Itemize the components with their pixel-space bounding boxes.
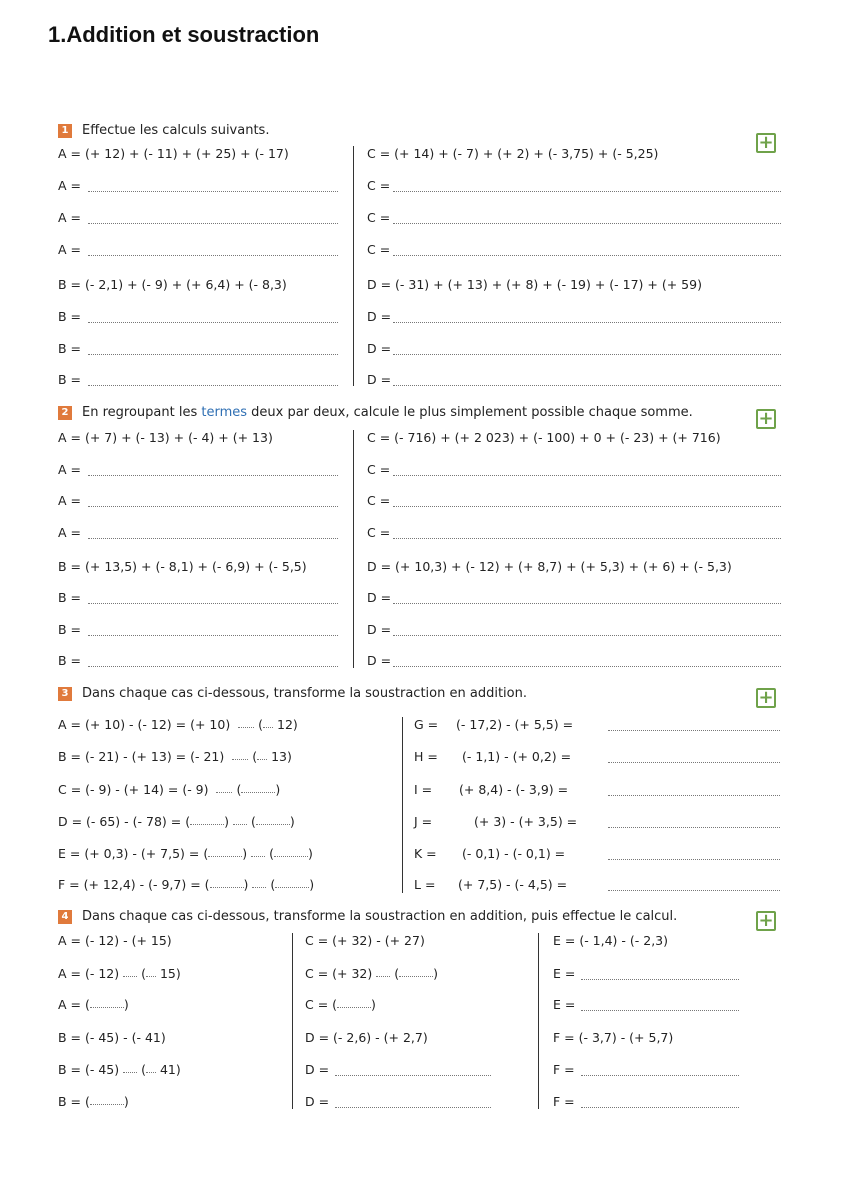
answer-line-A[interactable]: A = [58,210,81,225]
answer-line-C[interactable]: C = [367,242,390,257]
expression-D: D = (+ 10,3) + (- 12) + (+ 8,7) + (+ 5,3) + (+ 6) + (- 5,3) [367,559,732,574]
page-title: 1.Addition et soustraction [48,22,320,47]
answer-line-A[interactable]: A = [58,178,81,193]
expand-plus-button[interactable]: + [756,911,776,931]
answer-line-B[interactable]: B = [58,590,81,605]
answer-line-B[interactable]: B = [58,653,81,668]
blank-field[interactable] [257,759,267,760]
expression-A-step: A = (- 12) ( 15) [58,966,181,981]
blank-field[interactable] [233,824,247,825]
answer-line-D[interactable]: D = [305,1062,329,1077]
expression-A: A = (+ 10) - (- 12) = (+ 10) ( 12) [58,717,298,732]
expression-D: D = (- 65) - (- 78) = ( ) ( ) [58,814,295,829]
expression-E: E = (- 1,4) - (- 2,3) [553,933,669,948]
answer-line-D[interactable]: D = [367,372,391,387]
answer-line-D[interactable]: D = [367,622,391,637]
expression-L[interactable]: L = (+ 7,5) - (- 4,5) = [414,877,435,892]
expression-D: D = (- 2,6) - (+ 2,7) [305,1030,428,1045]
column-divider [353,430,354,668]
expression-C: C = (- 9) - (+ 14) = (- 9) ( ) [58,782,281,797]
answer-line-D[interactable]: D = [305,1094,329,1109]
answer-line-E[interactable]: E = [553,966,575,981]
expand-plus-button[interactable]: + [756,409,776,429]
blank-field[interactable] [146,1072,156,1073]
answer-line-A[interactable]: A = [58,525,81,540]
expression-C: C = (- 716) + (+ 2 023) + (- 100) + 0 + (- 23) + (+ 716) [367,430,721,445]
instruction-text: Dans chaque cas ci-dessous, transforme la soustraction en addition. [82,686,527,701]
instruction-text: Dans chaque cas ci-dessous, transforme la soustraction en addition, puis effectue le calcul. [82,909,678,924]
expression-A: A = (- 12) - (+ 15) [58,933,172,948]
answer-line-C[interactable]: C = [367,525,390,540]
expression-D: D = (- 31) + (+ 13) + (+ 8) + (- 19) + (- 17) + (+ 59) [367,277,702,292]
expression-K[interactable]: K = (- 0,1) - (- 0,1) = [414,846,437,861]
blank-field[interactable] [337,1007,371,1008]
exercise-number-badge: 4 [58,910,72,924]
blank-field[interactable] [241,792,275,793]
expression-A: A = (+ 7) + (- 13) + (- 4) + (+ 13) [58,430,273,445]
expression-B: B = (- 21) - (+ 13) = (- 21) ( 13) [58,749,292,764]
instruction-text: deux par deux, calcule le plus simplement possible chaque somme. [247,405,693,420]
column-divider [402,717,403,893]
blank-field[interactable] [90,1104,124,1105]
expression-F: F = (+ 12,4) - (- 9,7) = ( ) ( ) [58,877,315,892]
blank-field[interactable] [232,759,248,760]
exercise-number-badge: 3 [58,687,72,701]
blank-field[interactable] [376,976,390,977]
answer-line-C[interactable]: C = [367,210,390,225]
expression-H[interactable]: H = (- 1,1) - (+ 0,2) = [414,749,438,764]
exercise-number-badge: 1 [58,124,72,138]
expression-I[interactable]: I = (+ 8,4) - (- 3,9) = [414,782,432,797]
blank-field[interactable] [210,887,244,888]
term-keyword: termes [201,405,248,420]
expression-A-result: A = ( ) [58,997,129,1012]
blank-field[interactable] [208,856,242,857]
column-divider [538,933,539,1109]
answer-line-E[interactable]: E = [553,997,575,1012]
instruction-text: En regroupant les [82,405,202,420]
expression-F: F = (- 3,7) - (+ 5,7) [553,1030,674,1045]
exercise-4-instruction [58,909,677,924]
answer-line-F[interactable]: F = [553,1062,575,1077]
expression-B: B = (- 45) - (- 41) [58,1030,166,1045]
blank-field[interactable] [256,824,290,825]
blank-field[interactable] [90,1007,124,1008]
blank-field[interactable] [146,976,156,977]
answer-line-C[interactable]: C = [367,462,390,477]
answer-line-D[interactable]: D = [367,341,391,356]
expression-C: C = (+ 14) + (- 7) + (+ 2) + (- 3,75) + (- 5,25) [367,146,659,161]
exercise-2-instruction [58,405,693,420]
answer-line-B[interactable]: B = [58,341,81,356]
answer-line-F[interactable]: F = [553,1094,575,1109]
column-divider [353,146,354,386]
answer-line-D[interactable]: D = [367,309,391,324]
expression-J[interactable]: J = (+ 3) - (+ 3,5) = [414,814,432,829]
answer-line-A[interactable]: A = [58,493,81,508]
answer-line-B[interactable]: B = [58,372,81,387]
exercise-3-instruction [58,686,527,701]
column-divider [292,933,293,1109]
answer-line-D[interactable]: D = [367,653,391,668]
exercise-number-badge: 2 [58,406,72,420]
expression-C: C = (+ 32) - (+ 27) [305,933,425,948]
exercise-1-instruction [58,123,269,138]
blank-field[interactable] [263,727,273,728]
blank-field[interactable] [123,976,137,977]
blank-field[interactable] [251,856,265,857]
blank-field[interactable] [216,792,232,793]
expression-E: E = (+ 0,3) - (+ 7,5) = ( ) ( ) [58,846,313,861]
expression-B: B = (+ 13,5) + (- 8,1) + (- 6,9) + (- 5,5) [58,559,307,574]
answer-line-C[interactable]: C = [367,178,390,193]
expression-G[interactable]: G = (- 17,2) - (+ 5,5) = [414,717,438,732]
blank-field[interactable] [252,887,266,888]
blank-field[interactable] [275,887,309,888]
blank-field[interactable] [238,727,254,728]
expand-plus-button[interactable]: + [756,688,776,708]
answer-line-A[interactable]: A = [58,242,81,257]
expression-B: B = (- 2,1) + (- 9) + (+ 6,4) + (- 8,3) [58,277,287,292]
expression-A: A = (+ 12) + (- 11) + (+ 25) + (- 17) [58,146,289,161]
blank-field[interactable] [274,856,308,857]
answer-line-D[interactable]: D = [367,590,391,605]
blank-field[interactable] [399,976,433,977]
answer-line-C[interactable]: C = [367,493,390,508]
expression-B-step: B = (- 45) ( 41) [58,1062,181,1077]
expand-plus-button[interactable]: + [756,133,776,153]
answer-line-B[interactable]: B = [58,622,81,637]
expression-B-result: B = ( ) [58,1094,129,1109]
answer-line-A[interactable]: A = [58,462,81,477]
instruction-text: Effectue les calculs suivants. [82,123,270,138]
answer-line-B[interactable]: B = [58,309,81,324]
blank-field[interactable] [190,824,224,825]
blank-field[interactable] [123,1072,137,1073]
expression-C-result: C = ( ) [305,997,376,1012]
expression-C-step: C = (+ 32) ( ) [305,966,439,981]
